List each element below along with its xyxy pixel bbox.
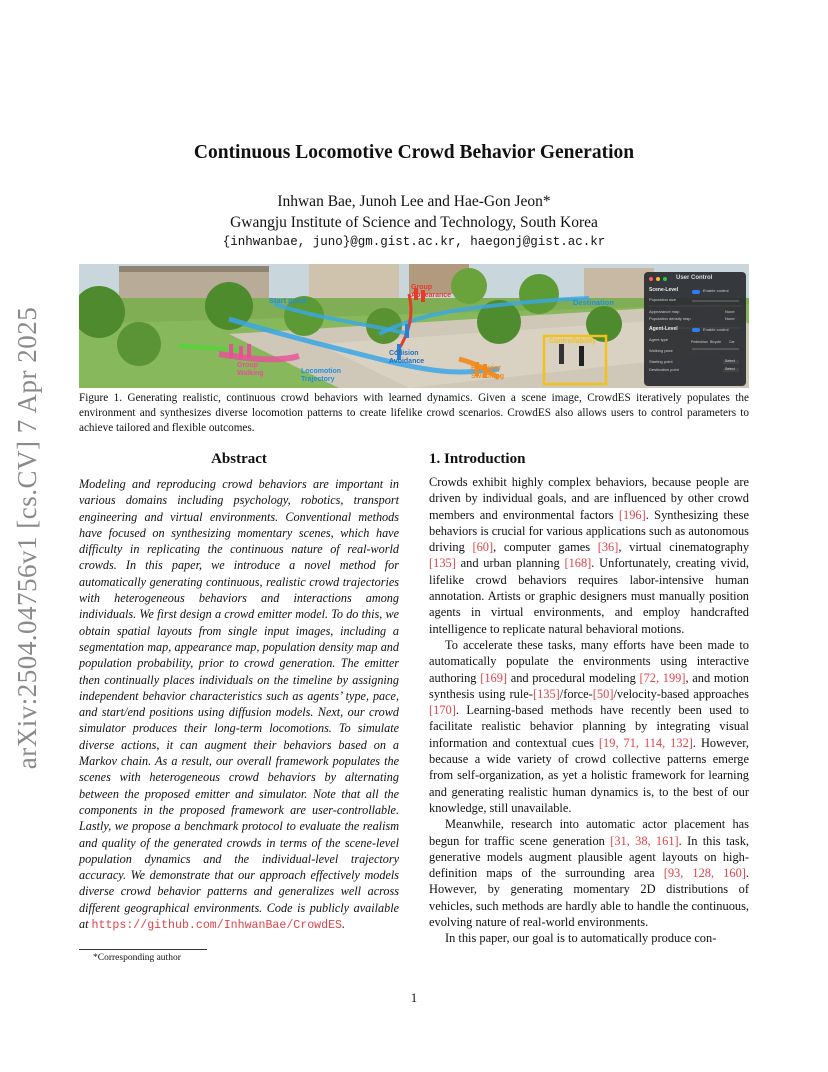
text: . Learning-based methods have recently been used to facilitate realistic behavior planning by integrating visual information and contextual cues xyxy=(429,703,749,750)
control-panel-enable-agent: Enable control xyxy=(703,327,729,332)
citation[interactable]: [135] xyxy=(429,556,456,571)
figure-label-locomotion-trajectory: Locomotion Trajectory xyxy=(301,368,342,383)
arxiv-stamp: arXiv:2504.04756v1 [cs.CV] 7 Apr 2025 xyxy=(12,306,42,770)
text: , and motion synthesis using rule- xyxy=(429,670,749,701)
affiliation: Gwangju Institute of Science and Technology, South Korea xyxy=(230,214,598,231)
figure-label-collision-avoidance: Collision Avoidance xyxy=(389,350,425,365)
text: and urban planning xyxy=(455,556,565,571)
footnote-rule xyxy=(79,949,207,950)
text: /velocity-based approaches xyxy=(613,686,749,701)
introduction-body xyxy=(429,474,749,947)
citation[interactable]: [93, 128, 160] xyxy=(663,866,746,881)
figure-label-group-appearance: Group Appearance xyxy=(411,284,452,299)
control-panel-density-map-value: None xyxy=(725,316,735,321)
control-panel-appearance-map-value: None xyxy=(725,309,735,314)
intro-paragraph-1 xyxy=(429,474,749,637)
control-panel-population-size: Population size xyxy=(649,297,677,302)
authors: Inhwan Bae, Junoh Lee and Hae-Gon Jeon* xyxy=(277,193,551,210)
citation[interactable]: [31, 38, 161] xyxy=(610,833,679,848)
figure-caption: Figure 1. Generating realistic, continuous crowd behaviors with learned dynamics. Given a scene image, CrowdES iteratively populates the environment and synthesizes diverse locomotion patterns to create lifelike crowd scenarios. CrowdES also allows users to control parameters to achieve tailored and flexible outcomes. xyxy=(79,392,749,434)
text: Meanwhile, research into automatic actor placement has begun for traffic scene generation xyxy=(429,817,749,848)
paper-title: Continuous Locomotive Crowd Behavior Generation xyxy=(193,142,635,163)
citation[interactable]: [170] xyxy=(429,703,456,718)
control-panel-agent-type-car: Car xyxy=(729,340,735,344)
text: . Synthesizing these behaviors is crucial for various applications such as autonomous driving xyxy=(429,507,749,555)
figure-label-start-point: Start point xyxy=(269,296,307,305)
intro-paragraph-3 xyxy=(429,816,749,930)
control-panel-scene-level: Scene-Level xyxy=(649,287,679,293)
citation[interactable]: [36] xyxy=(597,540,619,555)
control-panel-title: User Control xyxy=(676,275,713,281)
control-panel-destination-point: Destination point xyxy=(649,367,679,372)
intro-paragraph-4: In this paper, our goal is to automatically produce con- xyxy=(445,931,717,946)
control-panel-starting-select: Select xyxy=(725,359,735,363)
citation[interactable]: [19, 71, 114, 132] xyxy=(598,735,693,750)
text: and procedural modeling xyxy=(507,670,640,685)
figure-label-destination: Destination xyxy=(573,298,614,307)
citation[interactable]: [72, 199] xyxy=(639,670,686,685)
citation[interactable]: [168] xyxy=(564,556,592,571)
page-number: 1 xyxy=(410,991,418,1005)
figure-label-behavior-switching: Behavior Switching xyxy=(471,365,505,380)
citation[interactable]: [50] xyxy=(592,686,614,701)
control-panel-starting-point: Starting point xyxy=(649,359,673,364)
control-panel-walking-pace: Walking pace xyxy=(649,348,673,353)
citation[interactable]: [135] xyxy=(532,686,560,701)
teaser-figure xyxy=(79,264,749,388)
citation[interactable]: [196] xyxy=(618,507,646,522)
control-panel-destination-select: Select xyxy=(725,367,735,371)
abstract-body: Modeling and reproducing crowd behaviors are important in various domains including psychology, robotics, transport engineering and virtual environments. Conventional methods have focused on synthesizing momentary scenes, which have difficulty in replicating the continuous nature of real-world crowds. In this paper, we introduce a novel method for automatically generating continuous, realistic crowd trajectories with heterogeneous behaviors and interactions among individuals. We first design a crowd emitter model. To do this, we obtain spatial layouts from single input images, including a segmentation map, appearance map, population density map and population probability, prior to crowd generation. The emitter then continually places individuals on the timeline by assigning independent behavior characteristics such as agents’ type, pace, and start/end positions using diffusion models. Next, our crowd simulator produces their long-term locomotions. To simulate diverse actions, it can augment their behaviors based on a Markov chain. As a result, our overall framework populates the scenes with heterogeneous crowd behaviors by alternating between the proposed emitter and simulator. Note that all the components in the proposed framework are user-controllable. Lastly, we propose a benchmark protocol to evaluate the realism and quality of the generated crowds in terms of the scene-level population dynamics and the individual-level trajectory accuracy. We demonstrate that our approach effectively models diverse crowd behavior patterns and generalizes well across different geographical environments. Code is publicly available at https://github.com/InhwanBae/CrowdES. xyxy=(79,477,399,933)
control-panel-agent-level: Agent-Level xyxy=(649,326,678,332)
citation[interactable]: [60] xyxy=(472,540,494,555)
figure-label-controllability: Controllability xyxy=(549,338,597,345)
text: To accelerate these tasks, many efforts have been made to automatically populate the environments using interactive authoring xyxy=(429,637,749,685)
text: /force- xyxy=(559,686,593,701)
figure-label-group-walking: Group Walking xyxy=(237,362,264,377)
text: Crowds exhibit highly complex behaviors, because people are driven by individual goals, and are influenced by other crowd members and environmental factors xyxy=(429,475,749,522)
text: , virtual cinematography xyxy=(618,540,750,555)
introduction-heading: 1. Introduction xyxy=(429,451,526,467)
control-panel-density-map: Population density map xyxy=(649,316,691,321)
abstract-text: Modeling and reproducing crowd behaviors are important in various domains including psychology, robotics, transport engineering and virtual environments. Conventional methods have focused on synthesizing momentary scenes, which have difficulty in replicating the continuous nature of real-world crowds. In this paper, we introduce a novel method for automatically generating continuous, realistic crowd trajectories with heterogeneous behaviors and interactions among individuals. We first design a crowd emitter model. To do this, we obtain spatial layouts from single input images, including a segmentation map, appearance map, population density map and population probability, prior to crowd generation. The emitter then continually places individuals on the timeline by assigning independent behavior characteristics such as agents’ type, pace, and start/end positions using diffusion models. Next, our crowd simulator produces their long-term locomotions. To simulate diverse actions, it can augment their behaviors based on a Markov chain. As a result, our overall framework populates the scenes with heterogeneous crowd behaviors by alternating between the proposed emitter and simulator. Note that all the components in the proposed framework are user-controllable. Lastly, we propose a benchmark protocol to evaluate the realism and quality of the generated crowds in terms of the scene-level population dynamics and the individual-level trajectory accuracy. We demonstrate that our approach effectively models diverse crowd behavior patterns and generalizes well across different geographical environments. Code is publicly available at xyxy=(79,477,399,932)
text: . However, because a wide variety of crowd collective patterns emerge from self-organization, as yet a holistic framework for learning and generating realistic human dynamics is, to the best of our knowledge, still unavailable. xyxy=(429,735,749,815)
footnote: *Corresponding author xyxy=(93,953,181,963)
text: , computer games xyxy=(493,540,598,555)
control-panel-appearance-map: Appearance map xyxy=(649,309,680,314)
abstract-heading: Abstract xyxy=(211,451,267,467)
control-panel-agent-type-pedestrian: Pedestrian xyxy=(691,340,708,344)
code-link[interactable]: https://github.com/InhwanBae/CrowdES xyxy=(91,919,342,933)
text: . Unfortunately, creating vivid, lifelike crowd behaviors requires labor-intensive human annotation. Artists or graphic designers must manually position agents in virtual environments, and employ handcrafted intelligence to replicate natural behavioral motions. xyxy=(429,556,750,636)
control-panel-enable-scene: Enable control xyxy=(703,288,729,293)
citation[interactable]: [169] xyxy=(480,670,508,685)
control-panel-agent-type: Agent type xyxy=(649,337,669,342)
author-emails: {inhwanbae, juno}@gm.gist.ac.kr, haegonj@gist.ac.kr xyxy=(222,235,606,249)
text: . In this task, generative models augment plausible agent layouts on high-definition maps of the surrounding area xyxy=(429,833,750,881)
intro-paragraph-2 xyxy=(429,637,749,816)
control-panel-agent-type-bicycle: Bicycle xyxy=(710,340,722,344)
text: . However, by generating momentary 2D distributions of vehicles, such methods are hardly able to handle the continuous, evolving nature of real-world environments. xyxy=(429,866,749,930)
